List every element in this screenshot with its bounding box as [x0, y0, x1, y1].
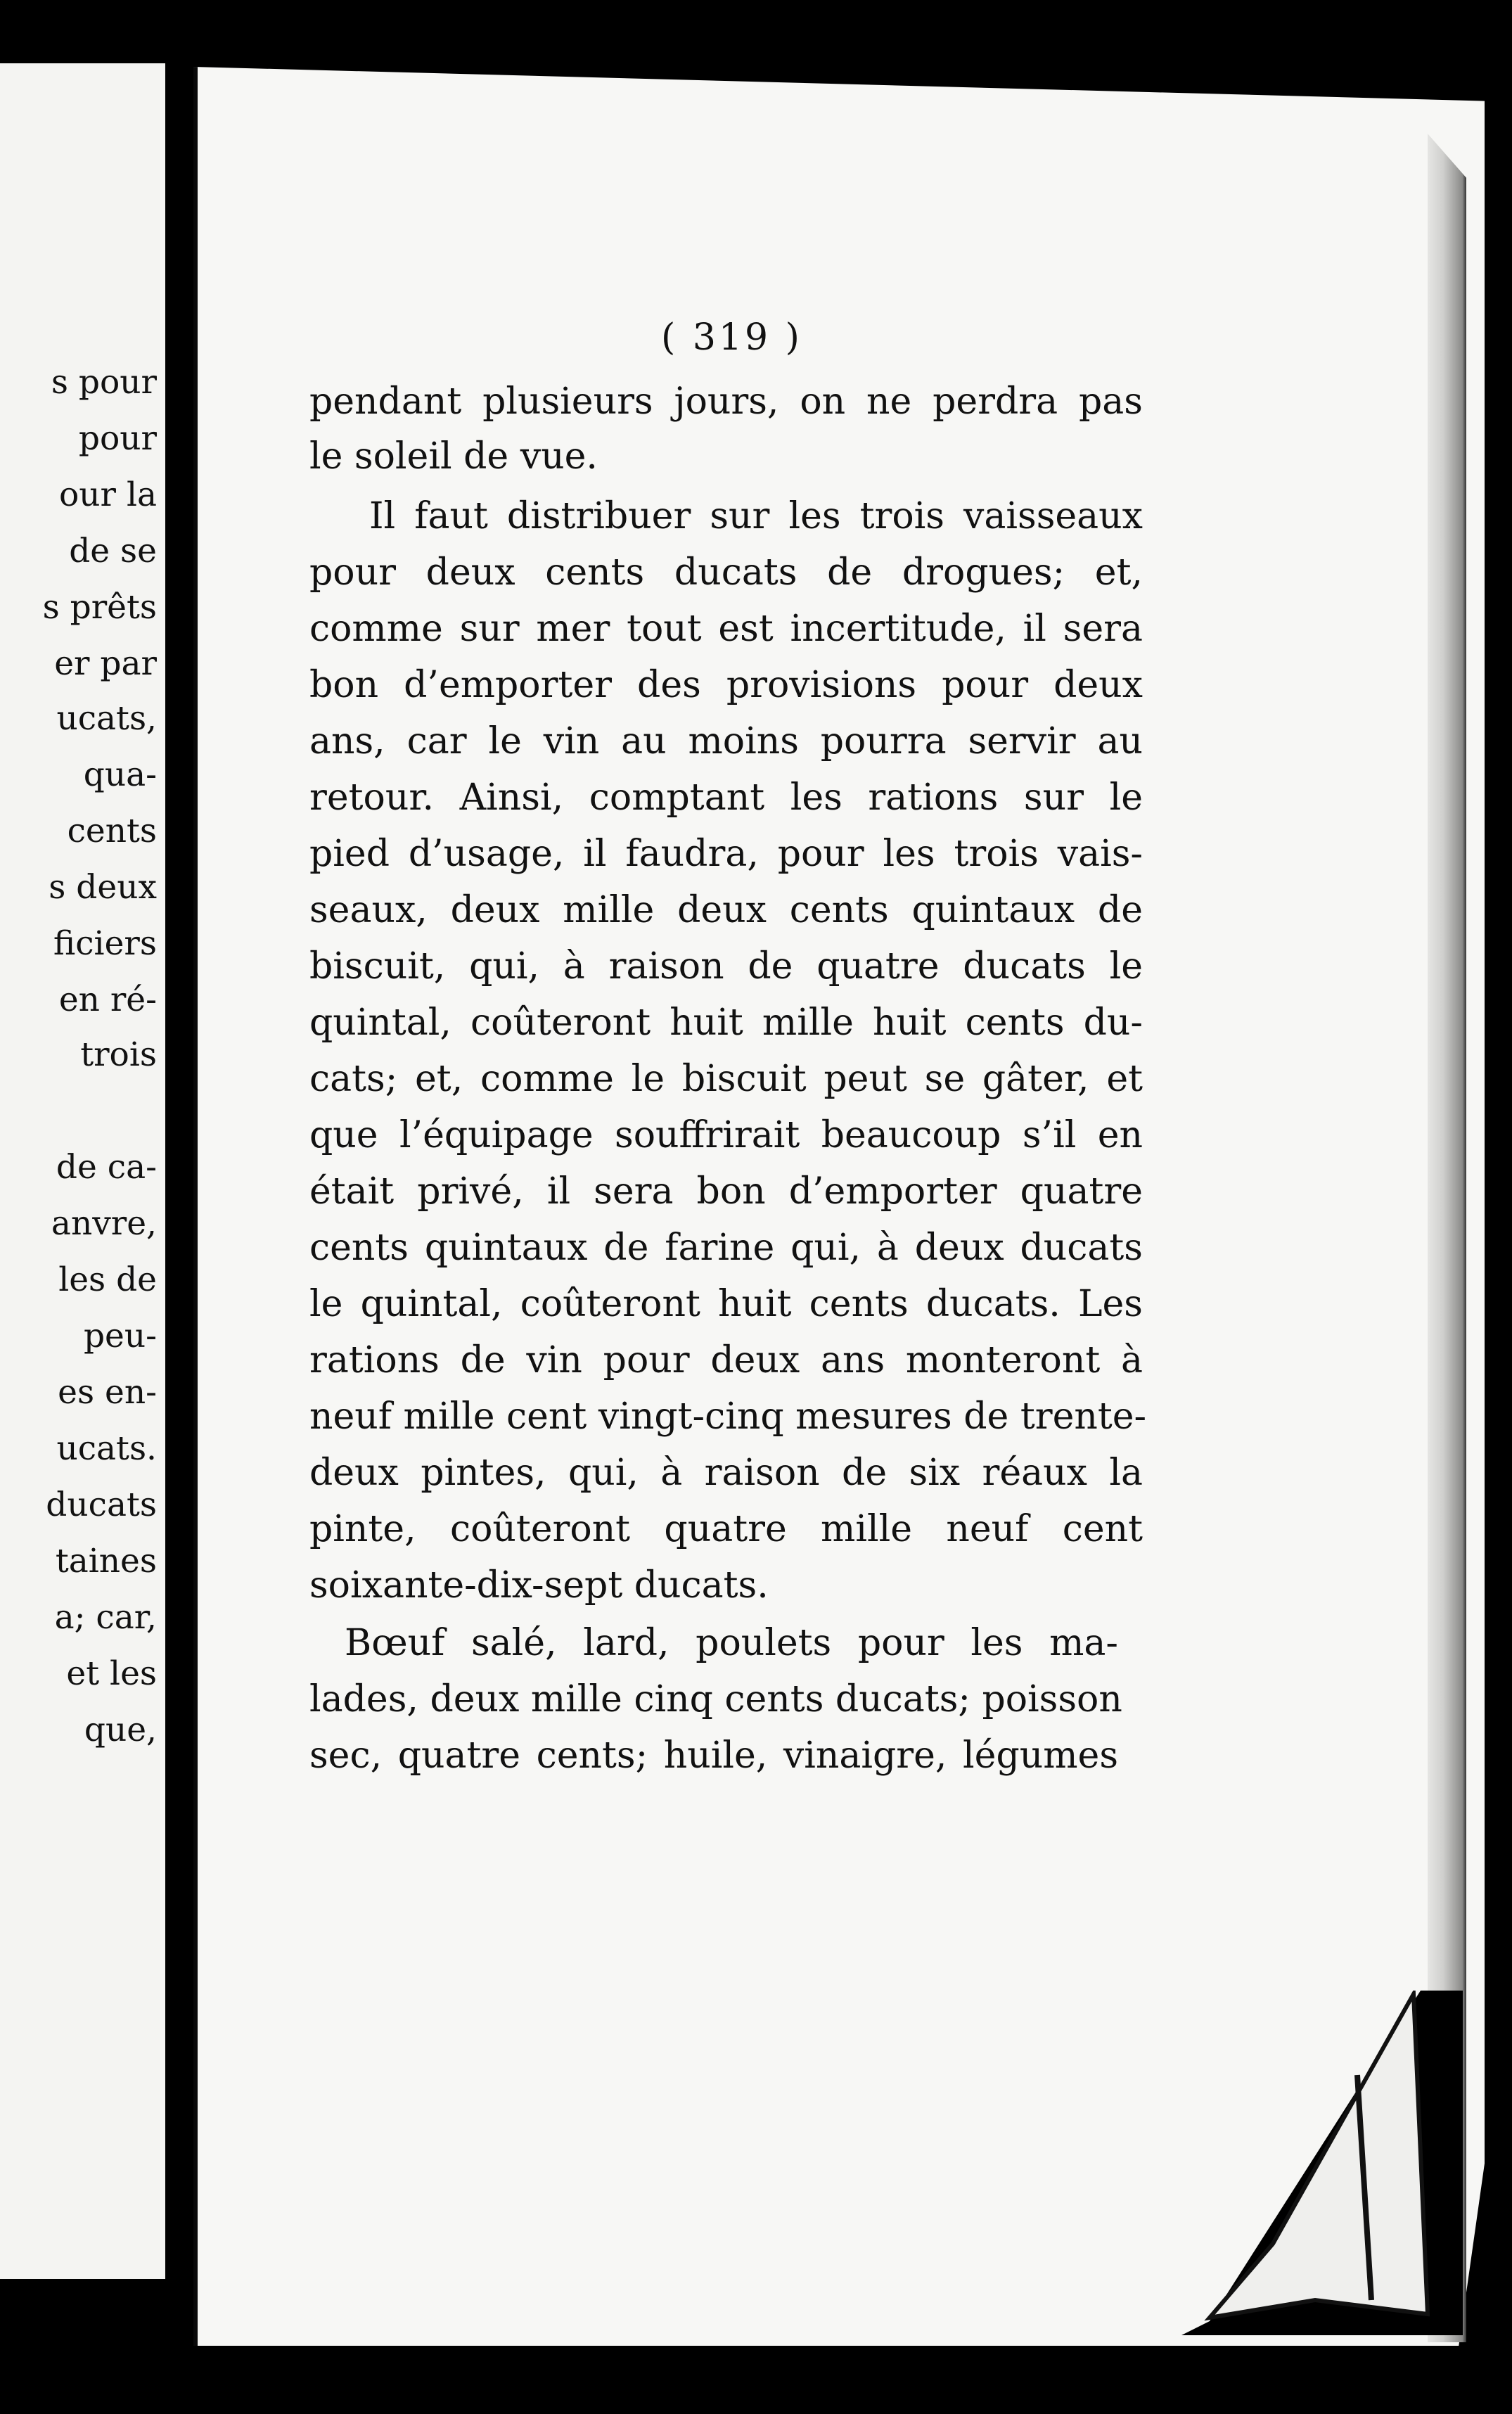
left-page-line: a; car,: [54, 1598, 157, 1637]
body-line: neuf mille cent vingt-cinq mesures de trente-: [309, 1396, 1147, 1438]
left-page-line: ucats,: [56, 699, 157, 738]
body-line: sec, quatre cents; huile, vinaigre, légumes: [309, 1735, 1118, 1777]
folded-page-corner: [1181, 1991, 1463, 2335]
body-line: Bœuf salé, lard, poulets pour les ma-: [345, 1622, 1118, 1664]
body-line: cats; et, comme le biscuit peut se gâter, et: [309, 1058, 1143, 1100]
left-page-line: en ré-: [58, 981, 157, 1019]
left-page-line: cents: [67, 812, 157, 850]
left-page-line: ucats.: [56, 1429, 157, 1468]
body-line: quintal, coûteront huit mille huit cents du-: [309, 1002, 1143, 1044]
left-page-line: taines: [55, 1542, 157, 1580]
body-line: pied d’usage, il faudra, pour les trois vais-: [309, 833, 1143, 875]
page-number: ( 319 ): [661, 317, 802, 359]
left-page-line: ducats: [46, 1486, 157, 1524]
left-page-line: les de: [58, 1260, 157, 1299]
body-line: cents quintaux de farine qui, à deux ducats: [309, 1227, 1143, 1269]
left-page-line: our la: [58, 475, 157, 514]
left-page-line: de ca-: [56, 1148, 157, 1187]
body-line: Il faut distribuer sur les trois vaisseaux: [369, 495, 1143, 537]
left-page-line: qua-: [83, 755, 157, 794]
body-line: rations de vin pour deux ans monteront à: [309, 1339, 1143, 1381]
left-page-line: de se: [69, 532, 157, 570]
left-page-line: ficiers: [53, 924, 157, 963]
body-line: soixante-dix-sept ducats.: [309, 1564, 769, 1607]
left-page-line: er par: [54, 644, 157, 683]
body-line: bon d’emporter des provisions pour deux: [309, 664, 1143, 706]
body-line: biscuit, qui, à raison de quatre ducats le: [309, 945, 1143, 988]
left-page-line: trois: [80, 1035, 157, 1074]
previous-page-fragment: [0, 63, 167, 2279]
left-page-line: pour: [78, 419, 157, 458]
body-line: lades, deux mille cinq cents ducats; poisson: [309, 1678, 1122, 1720]
body-line: pinte, coûteront quatre mille neuf cent: [309, 1508, 1143, 1550]
body-line: le soleil de vue.: [309, 435, 598, 478]
left-page-line: et les: [66, 1654, 157, 1693]
body-line: retour. Ainsi, comptant les rations sur le: [309, 777, 1143, 819]
body-line: ans, car le vin au moins pourra servir au: [309, 720, 1143, 762]
body-line: que l’équipage souffrirait beaucoup s’il en: [309, 1114, 1143, 1156]
left-page-line: s pour: [51, 363, 157, 402]
body-line: deux pintes, qui, à raison de six réaux la: [309, 1452, 1143, 1494]
body-line: pendant plusieurs jours, on ne perdra pas: [309, 381, 1143, 423]
left-page-line: s deux: [49, 868, 157, 907]
body-line: pour deux cents ducats de drogues; et,: [309, 551, 1143, 594]
left-page-line: que,: [84, 1711, 157, 1749]
left-page-line: peu-: [83, 1317, 157, 1355]
left-page-line: anvre,: [51, 1204, 157, 1243]
body-line: comme sur mer tout est incertitude, il sera: [309, 608, 1143, 650]
body-line: seaux, deux mille deux cents quintaux de: [309, 889, 1143, 931]
left-page-line: s prêts: [42, 588, 157, 627]
body-line: était privé, il sera bon d’emporter quatre: [309, 1170, 1143, 1213]
left-page-line: es en-: [58, 1373, 157, 1412]
body-line: le quintal, coûteront huit cents ducats. Les: [309, 1283, 1143, 1325]
